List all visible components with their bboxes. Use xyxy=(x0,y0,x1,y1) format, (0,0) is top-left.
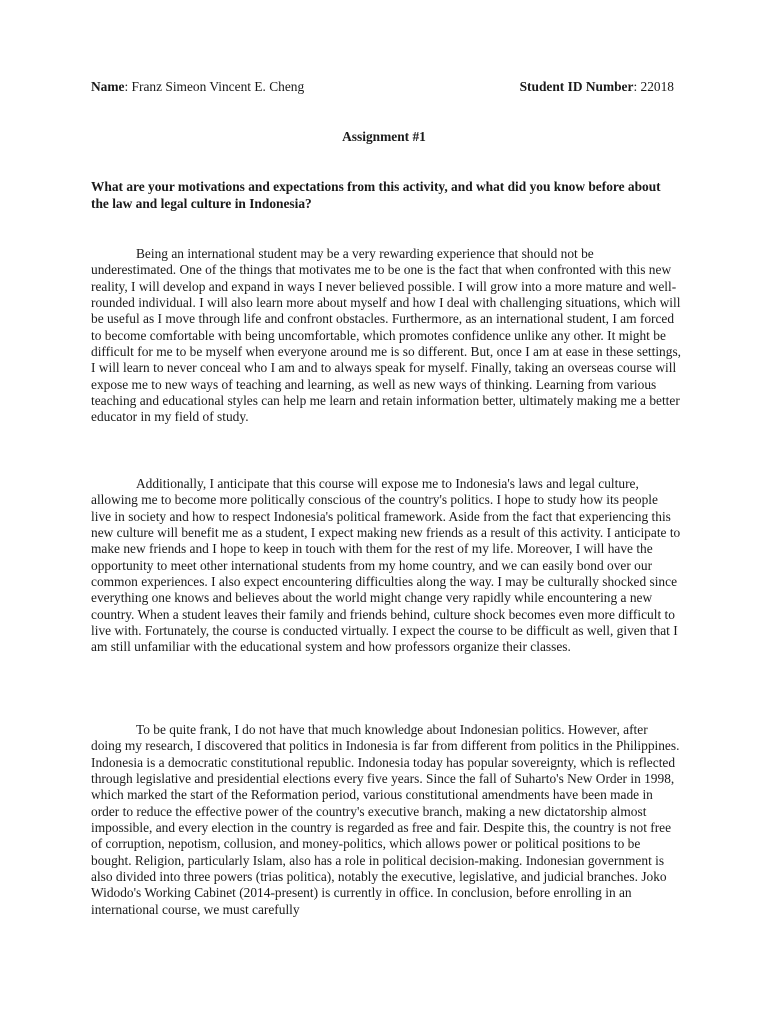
header-row xyxy=(91,78,674,96)
paragraph-3: To be quite frank, I do not have that much knowledge about Indonesian politics. However, after doing my research, I discovered that politics in Indonesia is far from different from politics in the Philippines. Indonesia is a democratic constitutional republic. Indonesia today has popular sovereignty, which is reflected through legislative and presidential elections every five years. Since the fall of Suharto's New Order in 1998, which marked the start of the Reformation period, various constitutional amendments have been made in order to reduce the effective power of the country's executive branch, making a new dictatorship almost impossible, and every election in the country is regarded as free and fair. Despite this, the country is not free of corruption, nepotism, collusion, and money-politics, which allows power or political positions to be bought. Religion, particularly Islam, also has a role in political decision-making. Indonesian government is also divided into three powers (trias politica), notably the executive, legislative, and judicial branches. Joko Widodo's Working Cabinet (2014-present) is currently in office. In conclusion, before enrolling in an international course, we must carefully xyxy=(91,722,680,917)
name-value: : Franz Simeon Vincent E. Cheng xyxy=(124,79,305,94)
paragraph-2: Additionally, I anticipate that this course will expose me to Indonesia's laws and legal culture, allowing me to become more politically conscious of the country's politics. I hope to study how its people live in society and how to respect Indonesia's political framework. Aside from the fact that experiencing this new culture will benefit me as a student, I expect making new friends as a result of this activity. I anticipate to make new friends and I hope to keep in touch with them for the rest of my life. Moreover, I will have the opportunity to meet other international students from my home country, and we can easily bond over our common experiences. I also expect encountering difficulties along the way. I may be culturally shocked since everything one knows and believes about the world might change very rapidly while encountering a new country. When a student leaves their family and friends behind, culture shock becomes even more difficult to live with. Fortunately, the course is conducted virtually. I expect the course to be difficult as well, given that I am still unfamiliar with the educational system and how professors organize their classes. xyxy=(91,476,681,655)
assignment-title: Assignment #1 xyxy=(342,129,426,144)
assignment-question: What are your motivations and expectations from this activity, and what did you know before about the law and legal culture in Indonesia? xyxy=(91,179,661,212)
paragraph-1: Being an international student may be a very rewarding experience that should not be underestimated. One of the things that motivates me to be one is the fact that when confronted with this new reality, I will develop and expand in ways I never believed possible. I will grow into a more mature and well-rounded individual. I will also learn more about myself and how I deal with challenging situations, which will be useful as I move through life and confront obstacles. Furthermore, as an international student, I am forced to become comfortable with being uncomfortable, which promotes confidence unlike any other. It might be difficult for me to be myself when everyone around me is so different. But, once I am at ease in these settings, I will learn to never conceal who I am and to always speak for myself. Finally, taking an overseas course will expose me to new ways of teaching and learning, as well as new ways of thinking. Learning from various teaching and educational styles can help me learn and retain information better, ultimately making me a better educator in my field of study. xyxy=(91,246,682,425)
student-id-value: : 22018 xyxy=(633,79,674,94)
student-id-label: Student ID Number xyxy=(519,79,634,94)
name-label: Name xyxy=(91,79,125,94)
student-name xyxy=(91,78,304,96)
student-id xyxy=(520,78,674,96)
